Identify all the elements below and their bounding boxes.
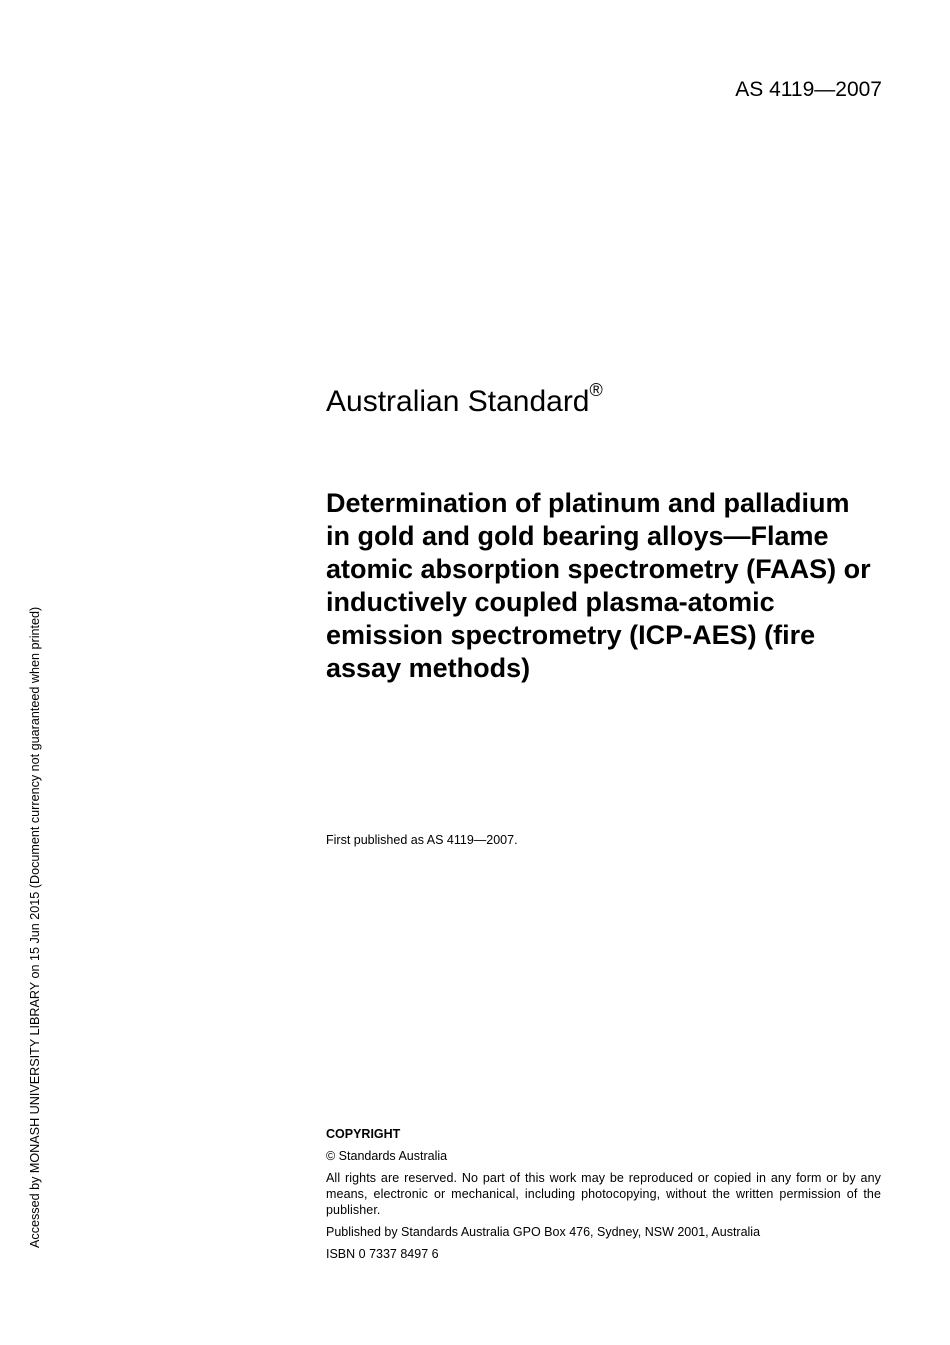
copyright-block bbox=[326, 1126, 881, 1262]
copyright-heading: COPYRIGHT bbox=[326, 1127, 401, 1141]
isbn-line: ISBN 0 7337 8497 6 bbox=[326, 1247, 439, 1261]
document-title: Determination of platinum and palladium in gold and gold bearing alloys—Flame atomic absorption spectrometry (FAAS) or inductively coupled plasma-atomic emission spectrometry (ICP-AES) (fire assay methods) bbox=[326, 488, 871, 683]
standard-label bbox=[326, 381, 603, 423]
registered-mark: ® bbox=[589, 380, 603, 400]
rights-statement: All rights are reserved. No part of this work may be reproduced or copied in any form or by any means, electronic or mechanical, including photocopying, without the written permission of the publisher. bbox=[326, 1171, 881, 1217]
publisher-line: Published by Standards Australia GPO Box 476, Sydney, NSW 2001, Australia bbox=[326, 1225, 761, 1239]
access-notice: Accessed by MONASH UNIVERSITY LIBRARY on 15 Jun 2015 (Document currency not guaranteed when printed) bbox=[28, 606, 42, 1248]
copyright-holder: © Standards Australia bbox=[326, 1149, 448, 1163]
standard-label-text: Australian Standard bbox=[326, 385, 590, 418]
document-number: AS 4119—2007 bbox=[735, 78, 882, 101]
first-published-note: First published as AS 4119—2007. bbox=[326, 833, 518, 847]
